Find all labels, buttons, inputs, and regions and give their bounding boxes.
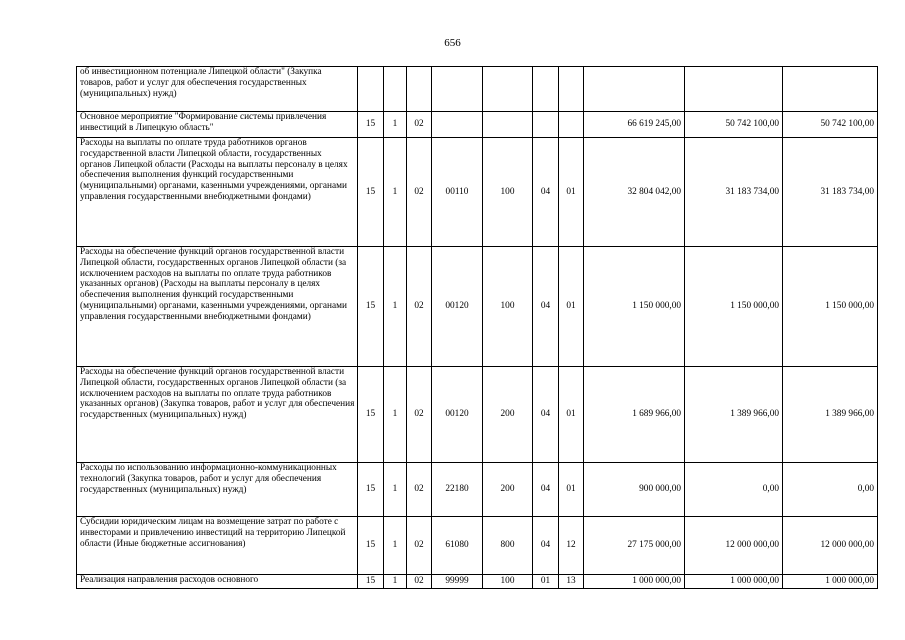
code-subprogram: 1	[384, 463, 407, 517]
code-main-event: 02	[407, 138, 432, 247]
code-section	[533, 67, 559, 112]
amount-year-1: 66 619 245,00	[584, 112, 685, 138]
row-description: Расходы по использованию информационно-коммуникационных технологий (Закупка товаров, работ и услуг для обеспечения государственных (муниципальных) нужд)	[77, 463, 358, 517]
row-description: Субсидии юридическим лицам на возмещение затрат по работе с инвесторами и привлечению инвестиций на территорию Липецкой области (Иные бюджетные ассигнования)	[77, 517, 358, 575]
code-subprogram: 1	[384, 247, 407, 367]
code-expense-direction: 22180	[432, 463, 483, 517]
amount-year-2	[685, 67, 783, 112]
code-expense-direction: 99999	[432, 575, 483, 589]
code-expense-type: 200	[483, 463, 533, 517]
code-program: 15	[358, 367, 384, 463]
code-subsection	[559, 67, 584, 112]
code-program: 15	[358, 575, 384, 589]
table-row	[77, 247, 878, 367]
code-main-event: 02	[407, 247, 432, 367]
table-body	[77, 67, 878, 589]
code-expense-direction: 00110	[432, 138, 483, 247]
amount-year-1	[584, 67, 685, 112]
code-subprogram: 1	[384, 138, 407, 247]
code-subprogram: 1	[384, 367, 407, 463]
amount-year-2: 31 183 734,00	[685, 138, 783, 247]
amount-year-1: 32 804 042,00	[584, 138, 685, 247]
code-subsection	[559, 112, 584, 138]
code-expense-type: 100	[483, 247, 533, 367]
amount-year-1: 27 175 000,00	[584, 517, 685, 575]
budget-table	[76, 66, 878, 589]
table-row	[77, 367, 878, 463]
table-row	[77, 112, 878, 138]
code-subprogram: 1	[384, 575, 407, 589]
code-program: 15	[358, 112, 384, 138]
code-subsection: 12	[559, 517, 584, 575]
code-subsection: 01	[559, 247, 584, 367]
code-section: 04	[533, 367, 559, 463]
code-expense-type	[483, 112, 533, 138]
amount-year-2: 0,00	[685, 463, 783, 517]
code-expense-type	[483, 67, 533, 112]
code-expense-type: 200	[483, 367, 533, 463]
code-subprogram	[384, 67, 407, 112]
page-number: 656	[444, 37, 461, 49]
amount-year-3: 1 389 966,00	[783, 367, 878, 463]
code-subsection: 01	[559, 463, 584, 517]
table-row	[77, 138, 878, 247]
amount-year-3: 12 000 000,00	[783, 517, 878, 575]
table-row	[77, 67, 878, 112]
code-main-event: 02	[407, 367, 432, 463]
code-section: 04	[533, 247, 559, 367]
amount-year-3: 31 183 734,00	[783, 138, 878, 247]
amount-year-2: 1 389 966,00	[685, 367, 783, 463]
amount-year-3: 1 150 000,00	[783, 247, 878, 367]
code-expense-direction: 61080	[432, 517, 483, 575]
table-row	[77, 463, 878, 517]
amount-year-3	[783, 67, 878, 112]
amount-year-2: 50 742 100,00	[685, 112, 783, 138]
code-expense-type: 800	[483, 517, 533, 575]
amount-year-1: 1 689 966,00	[584, 367, 685, 463]
row-description: Расходы на обеспечение функций органов государственной власти Липецкой области, государственных органов Липецкой области (за исключением расходов на выплаты по оплате труда работников указанных органов) (Расходы на выплаты персоналу в целях обеспечения выполнения функций государственными (муниципальными) органами, казенными учреждениями, органами управления государственными внебюджетными фондами)	[77, 247, 358, 367]
code-program	[358, 67, 384, 112]
table-row	[77, 517, 878, 575]
code-program: 15	[358, 517, 384, 575]
code-program: 15	[358, 463, 384, 517]
code-expense-direction: 00120	[432, 247, 483, 367]
amount-year-2: 1 000 000,00	[685, 575, 783, 589]
code-section: 04	[533, 517, 559, 575]
code-subprogram: 1	[384, 517, 407, 575]
amount-year-2: 1 150 000,00	[685, 247, 783, 367]
code-expense-direction	[432, 67, 483, 112]
code-expense-type: 100	[483, 138, 533, 247]
code-expense-direction: 00120	[432, 367, 483, 463]
code-main-event: 02	[407, 575, 432, 589]
code-main-event	[407, 67, 432, 112]
amount-year-2: 12 000 000,00	[685, 517, 783, 575]
code-section: 01	[533, 575, 559, 589]
row-description: Реализация направления расходов основного	[77, 575, 358, 589]
code-subsection: 01	[559, 138, 584, 247]
amount-year-1: 1 000 000,00	[584, 575, 685, 589]
row-description: Расходы на обеспечение функций органов государственной власти Липецкой области, государственных органов Липецкой области (за исключением расходов на выплаты по оплате труда работников указанных органов) (Закупка товаров, работ и услуг для обеспечения государственных (муниципальных) нужд)	[77, 367, 358, 463]
amount-year-1: 900 000,00	[584, 463, 685, 517]
code-subsection: 13	[559, 575, 584, 589]
code-program: 15	[358, 138, 384, 247]
code-subprogram: 1	[384, 112, 407, 138]
code-expense-type: 100	[483, 575, 533, 589]
code-section: 04	[533, 463, 559, 517]
code-program: 15	[358, 247, 384, 367]
row-description: Основное мероприятие "Формирование системы привлечения инвестиций в Липецкую область"	[77, 112, 358, 138]
amount-year-1: 1 150 000,00	[584, 247, 685, 367]
amount-year-3: 50 742 100,00	[783, 112, 878, 138]
code-expense-direction	[432, 112, 483, 138]
amount-year-3: 0,00	[783, 463, 878, 517]
code-main-event: 02	[407, 112, 432, 138]
table-row	[77, 575, 878, 589]
amount-year-3: 1 000 000,00	[783, 575, 878, 589]
code-main-event: 02	[407, 463, 432, 517]
row-description: об инвестиционном потенциале Липецкой области" (Закупка товаров, работ и услуг для обеспечения государственных (муниципальных) нужд)	[77, 67, 358, 112]
code-section: 04	[533, 138, 559, 247]
code-subsection: 01	[559, 367, 584, 463]
code-main-event: 02	[407, 517, 432, 575]
row-description: Расходы на выплаты по оплате труда работников органов государственной власти Липецкой области, государственных органов Липецкой области (Расходы на выплаты персоналу в целях обеспечения выполнения функций государственными (муниципальными) органами, казенными учреждениями, органами управления государственными внебюджетными фондами)	[77, 138, 358, 247]
code-section	[533, 112, 559, 138]
